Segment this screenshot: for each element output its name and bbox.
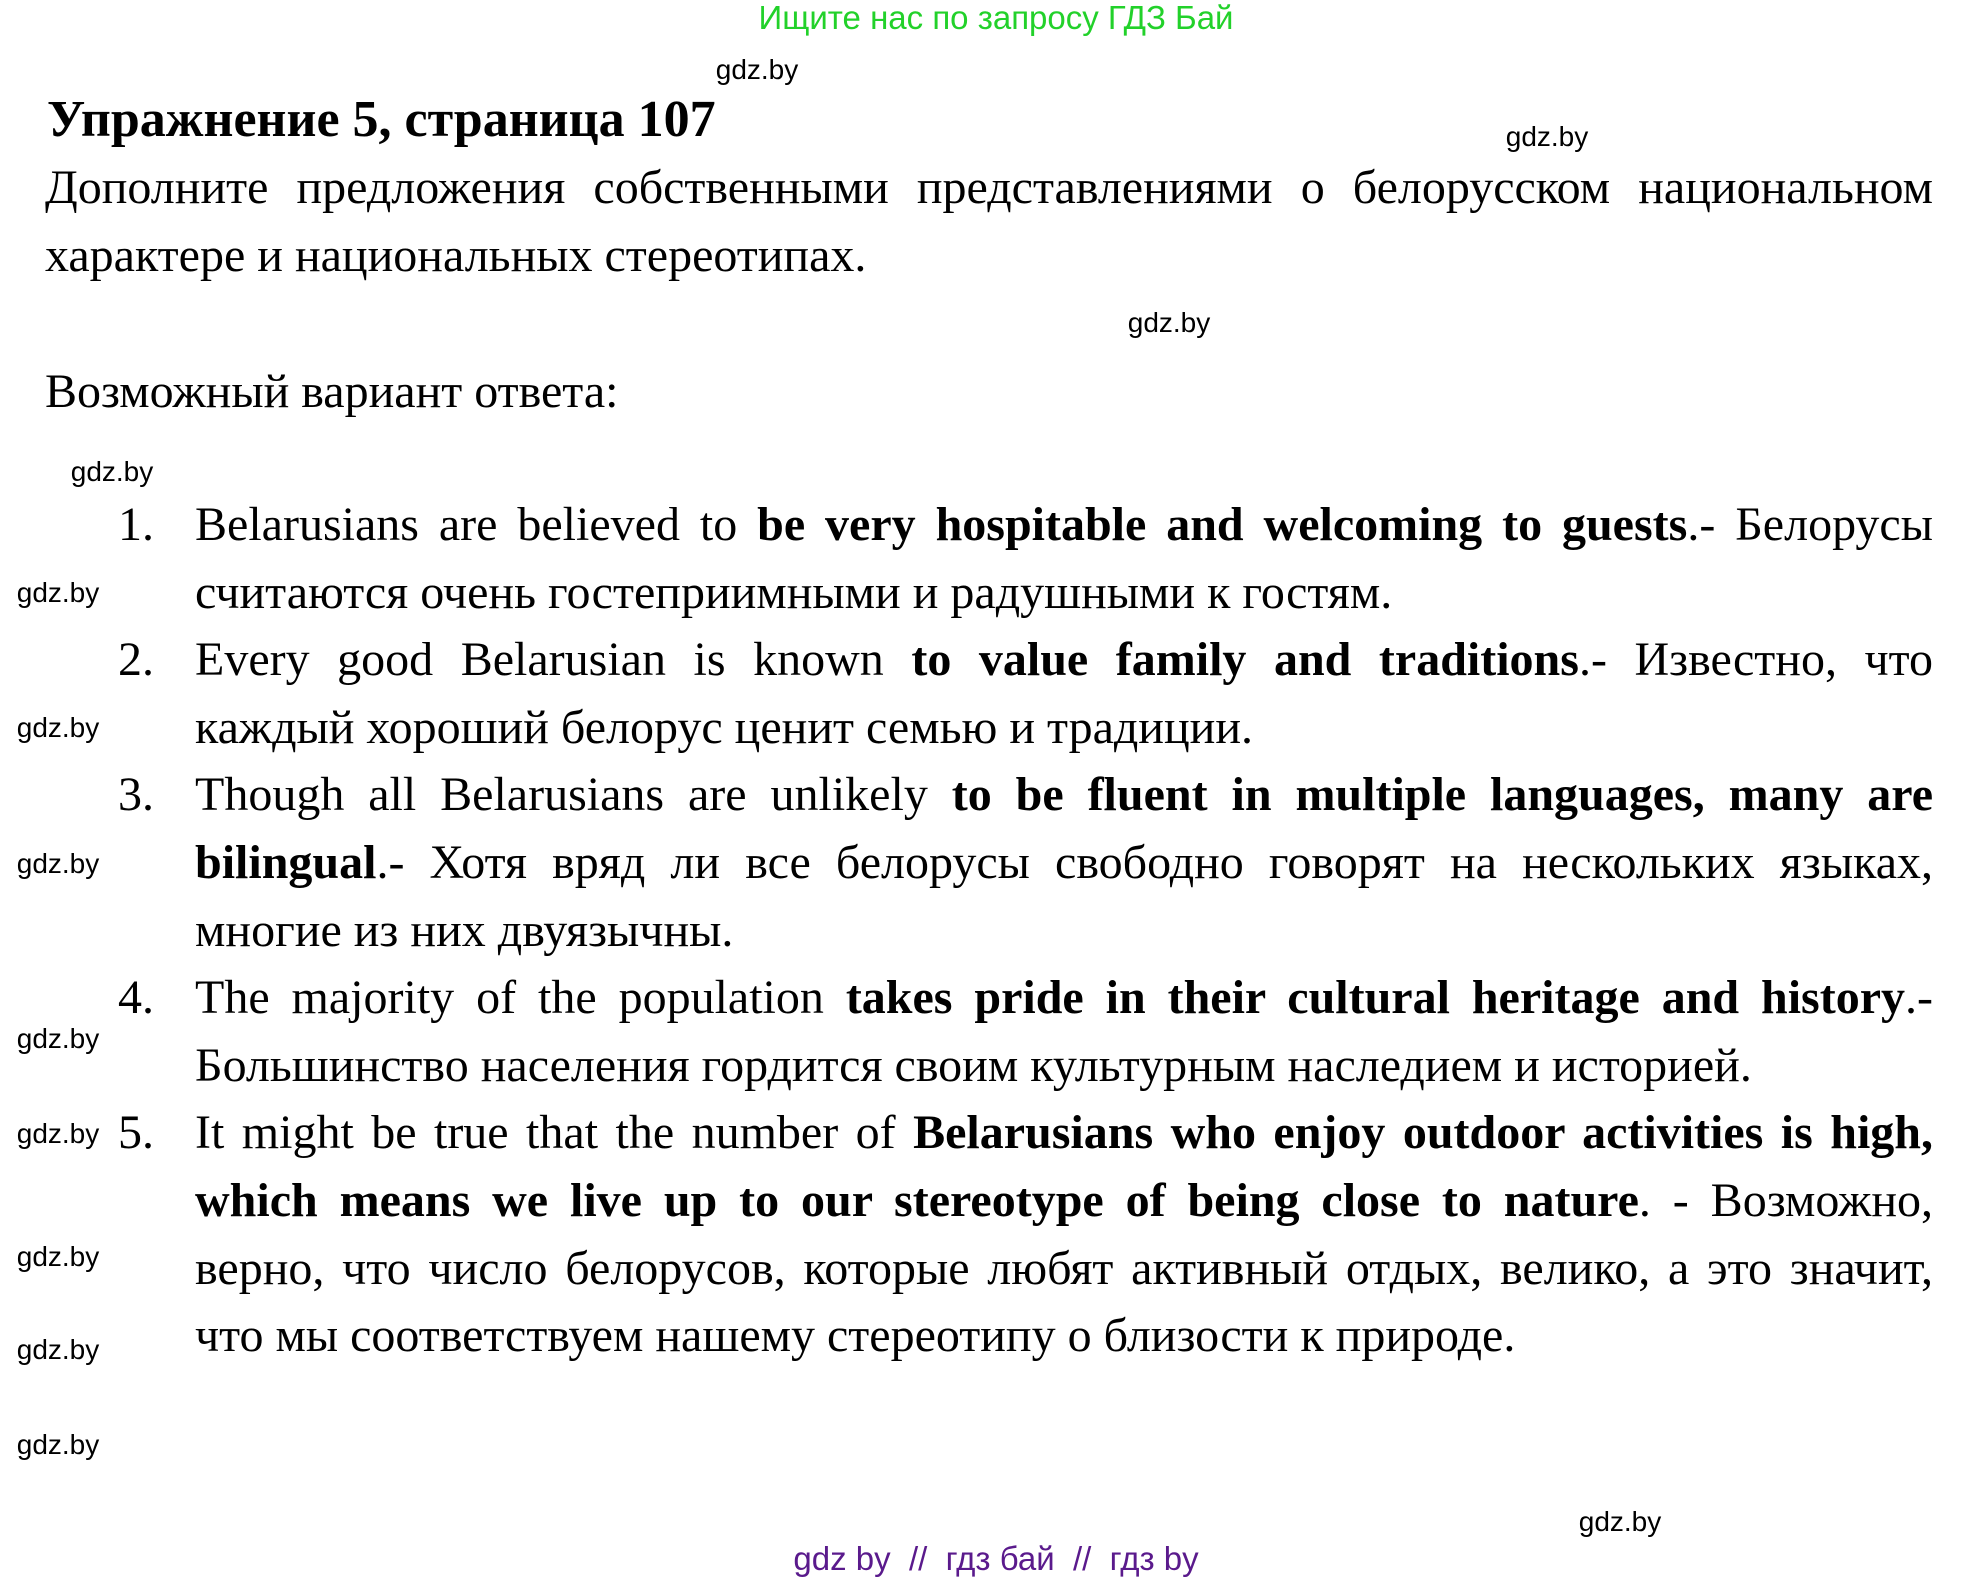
answer-item — [0, 964, 1933, 1099]
item-bold-text: takes pride in their cultural heritage and history — [845, 971, 1906, 1025]
item-bold-text: be very hospitable and welcoming to guests — [757, 498, 1688, 551]
answer-item — [0, 761, 1933, 964]
watermark: gdz.by — [16, 1334, 100, 1365]
item-translation: . - Возможно, верно, что число белорусов, которые любят активный отдых, велико, а это значит, что мы соответствуем нашему стереотипу о близости к природе. — [195, 1173, 1934, 1363]
watermark: gdz.by — [16, 1118, 100, 1149]
watermark: gdz.by — [715, 54, 799, 85]
watermark: gdz.by — [1505, 121, 1589, 152]
search-banner: Ищите нас по запросу ГДЗ Бай — [758, 0, 1234, 36]
watermark: gdz.by — [1127, 307, 1211, 338]
item-translation: .- Большинство населения гордится своим культурным наследием и историей. — [195, 971, 1934, 1092]
watermark: gdz.by — [16, 577, 100, 608]
item-number: 4. — [118, 971, 154, 1025]
item-bold-text: to be fluent in multiple languages, many are bilingual — [195, 768, 1933, 889]
item-translation: .- Известно, что каждый хороший белорус ценит семью и традиции. — [195, 633, 1933, 754]
item-text: Though all Belarusians are unlikely — [195, 768, 952, 822]
item-translation: .- Белорусы считаются очень гостеприимными и радушными к гостям. — [195, 498, 1933, 619]
item-number: 5. — [118, 1106, 154, 1160]
item-text: The majority of the population — [195, 971, 846, 1025]
watermark: gdz.by — [16, 1429, 100, 1460]
task-text: Дополните предложения собственными представлениями о белорусском национальном характере и национальных стереотипах. — [45, 161, 1933, 282]
answer-label: Возможный вариант ответа: — [45, 365, 619, 418]
item-text: It might be true that the number of — [195, 1106, 914, 1160]
item-bold-text: to value family and traditions — [911, 633, 1579, 687]
item-number: 3. — [118, 768, 154, 822]
exercise-title: Упражнение 5, страница 107 — [47, 91, 716, 148]
watermark: gdz.by — [1578, 1506, 1662, 1537]
watermark: gdz.by — [16, 1241, 100, 1272]
watermark: gdz.by — [16, 1023, 100, 1054]
watermark: gdz.by — [16, 848, 100, 879]
item-text: Every good Belarusian is known — [195, 633, 912, 687]
item-text: Belarusians are believed to — [195, 498, 758, 551]
watermark: gdz.by — [70, 456, 154, 487]
answer-item — [0, 626, 1933, 761]
answer-item — [0, 1099, 1933, 1369]
item-number: 1. — [118, 498, 154, 551]
footer-links: gdz by // гдз бай // гдз by — [793, 1540, 1199, 1577]
answer-list — [0, 491, 1933, 1370]
answer-item — [0, 491, 1933, 626]
item-bold-text: Belarusians who enjoy outdoor activities is high, which means we live up to our stereotype of being close to nature — [195, 1106, 1934, 1227]
item-translation: .- Хотя вряд ли все белорусы свободно говорят на нескольких языках, многие из них двуязычны. — [195, 835, 1933, 957]
watermark: gdz.by — [16, 712, 100, 743]
item-number: 2. — [118, 633, 154, 687]
